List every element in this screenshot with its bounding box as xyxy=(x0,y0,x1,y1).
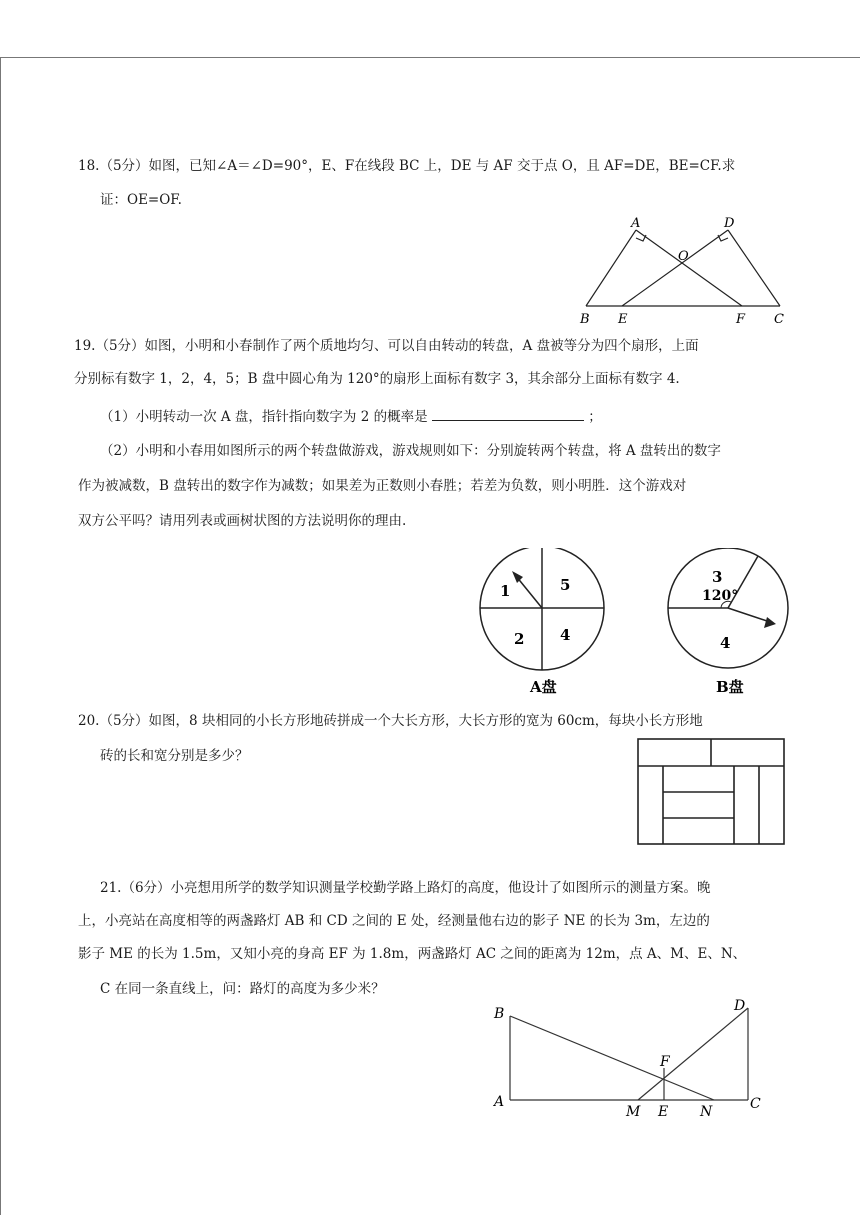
q18-segment-af xyxy=(636,230,742,306)
q21-line1: 21.（6分）小亮想用所学的数学知识测量学校勤学路上路灯的高度，他设计了如图所示的测量方案。晚 xyxy=(100,880,711,896)
q21-streetlight-figure xyxy=(488,996,768,1120)
q18-label-e: E xyxy=(618,312,628,327)
q18-segment-dc xyxy=(728,230,780,306)
q18-label-b: B xyxy=(580,312,590,327)
q19-part1-end: ； xyxy=(588,409,602,425)
q21-label-c: C xyxy=(750,1096,761,1112)
q21-line3: 影子 ME 的长为 1.5m，又知小亮的身高 EF 为 1.8m，两盏路灯 AC 之间的距离为 12m，点 A、M、E、N、 xyxy=(78,946,747,962)
spinner-b-caption: B盘 xyxy=(716,678,744,696)
page-top-border xyxy=(0,57,860,58)
q19-part2-line2: 作为被减数，B 盘转出的数字作为减数；如果差为正数则小春胜；若差为负数，则小明胜．这个游戏对 xyxy=(78,478,687,494)
spinner-a-sector-4: 4 xyxy=(560,626,571,644)
spinner-b-figure xyxy=(666,548,806,698)
q21-label-d: D xyxy=(734,998,746,1014)
q21-line2: 上，小亮站在高度相等的两盏路灯 AB 和 CD 之间的 E 处，经测量他右边的影子 NE 的长为 3m，左边的 xyxy=(78,913,710,929)
q21-label-e: E xyxy=(658,1104,669,1120)
q21-label-f: F xyxy=(660,1054,670,1070)
q21-line4: C 在同一条直线上，问：路灯的高度为多少米？ xyxy=(100,981,385,997)
q21-label-b: B xyxy=(494,1006,505,1022)
q19-answer-blank[interactable] xyxy=(432,406,584,421)
q18-label-f: F xyxy=(736,312,746,327)
q18-label-d: D xyxy=(724,216,735,231)
spinner-a-caption: A盘 xyxy=(530,678,557,696)
spinner-a-sector-2: 2 xyxy=(514,630,525,648)
spinner-b-pointer xyxy=(728,608,770,622)
spinner-a-pointer-head xyxy=(512,571,523,583)
q19-part1 xyxy=(100,406,602,427)
spinner-a-sector-1: 1 xyxy=(500,582,511,600)
spinner-b-pointer-head xyxy=(764,617,776,628)
q21-ray-dm xyxy=(638,1008,748,1100)
spinner-b-sector-3: 3 xyxy=(712,568,723,586)
q21-ray-bn xyxy=(510,1016,714,1100)
spinner-b-sector-4: 4 xyxy=(720,634,731,652)
q18-label-c: C xyxy=(774,312,784,327)
q18-segment-ed xyxy=(622,230,728,306)
spinner-a-pointer xyxy=(516,576,542,608)
q20-line1: 20.（5分）如图，8 块相同的小长方形地砖拼成一个大长方形，大长方形的宽为 60cm，每块小长方形地 xyxy=(78,713,703,729)
spinner-a-figure xyxy=(474,548,614,698)
page-left-border xyxy=(0,57,1,1215)
q19-line2: 分别标有数字 1，2，4，5；B 盘中圆心角为 120°的扇形上面标有数字 3，其余部分上面标有数字 4. xyxy=(74,371,680,387)
q18-label-o: O xyxy=(678,249,689,264)
q21-label-n: N xyxy=(700,1104,713,1120)
q21-label-m: M xyxy=(626,1104,641,1120)
spinner-b-angle-label: 120° xyxy=(702,588,739,604)
q18-line2: 证：OE=OF. xyxy=(100,192,182,208)
q18-label-a: A xyxy=(631,216,641,231)
q18-triangle-figure xyxy=(572,212,792,327)
q18-line1: 18.（5分）如图，已知∠A＝∠D=90°，E、F在线段 BC 上，DE 与 AF 交于点 O，且 AF=DE，BE=CF.求 xyxy=(78,158,736,174)
q19-line1: 19.（5分）如图，小明和小春制作了两个质地均匀、可以自由转动的转盘，A 盘被等分为四个扇形，上面 xyxy=(74,338,699,354)
q18-segment-ba xyxy=(586,230,636,306)
spinner-a-sector-5: 5 xyxy=(560,576,571,594)
q21-label-a: A xyxy=(494,1094,505,1110)
q20-line2: 砖的长和宽分别是多少？ xyxy=(100,748,249,764)
q19-part2-line3: 双方公平吗？请用列表或画树状图的方法说明你的理由. xyxy=(78,513,407,529)
q19-part2-line1: （2）小明和小春用如图所示的两个转盘做游戏，游戏规则如下：分别旋转两个转盘，将 A 盘转出的数字 xyxy=(100,443,721,459)
q20-tile-figure xyxy=(634,736,789,848)
q19-part1-text: （1）小明转动一次 A 盘，指针指向数字为 2 的概率是 xyxy=(100,409,428,425)
